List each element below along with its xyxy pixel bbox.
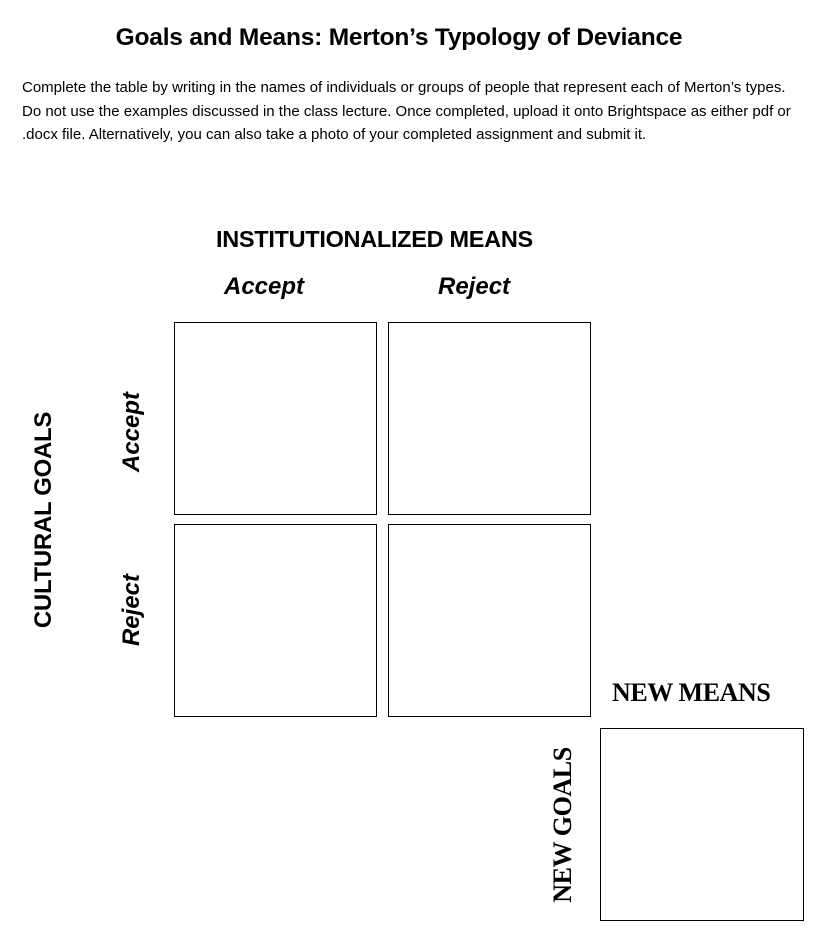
row-label-accept: Accept [118, 391, 145, 473]
cultural-goals-heading: CULTURAL GOALS [30, 411, 57, 629]
cell-accept-goals-accept-means[interactable] [174, 322, 377, 515]
institutionalized-means-heading: INSTITUTIONALIZED MEANS [216, 226, 533, 252]
cell-new-goals-new-means[interactable] [600, 728, 804, 921]
cell-reject-goals-accept-means[interactable] [174, 524, 377, 717]
new-goals-heading: NEW GOALS [548, 747, 577, 903]
page-title: Goals and Means: Merton’s Typology of Deviance [115, 24, 683, 51]
row-label-reject: Reject [118, 573, 145, 647]
instructions-text: Complete the table by writing in the names of individuals or groups of people that represent each of Merton’s types. Do not use the examples discussed in the class lecture. Once completed, upload it onto Brightspace as either pdf or .docx file. Alternatively, you can also take a photo of your completed assignment and submit it. [22, 79, 791, 143]
column-label-accept: Accept [224, 273, 305, 300]
cell-reject-goals-reject-means[interactable] [388, 524, 591, 717]
column-label-reject: Reject [438, 273, 511, 300]
new-means-heading: NEW MEANS [612, 678, 771, 707]
cell-accept-goals-reject-means[interactable] [388, 322, 591, 515]
